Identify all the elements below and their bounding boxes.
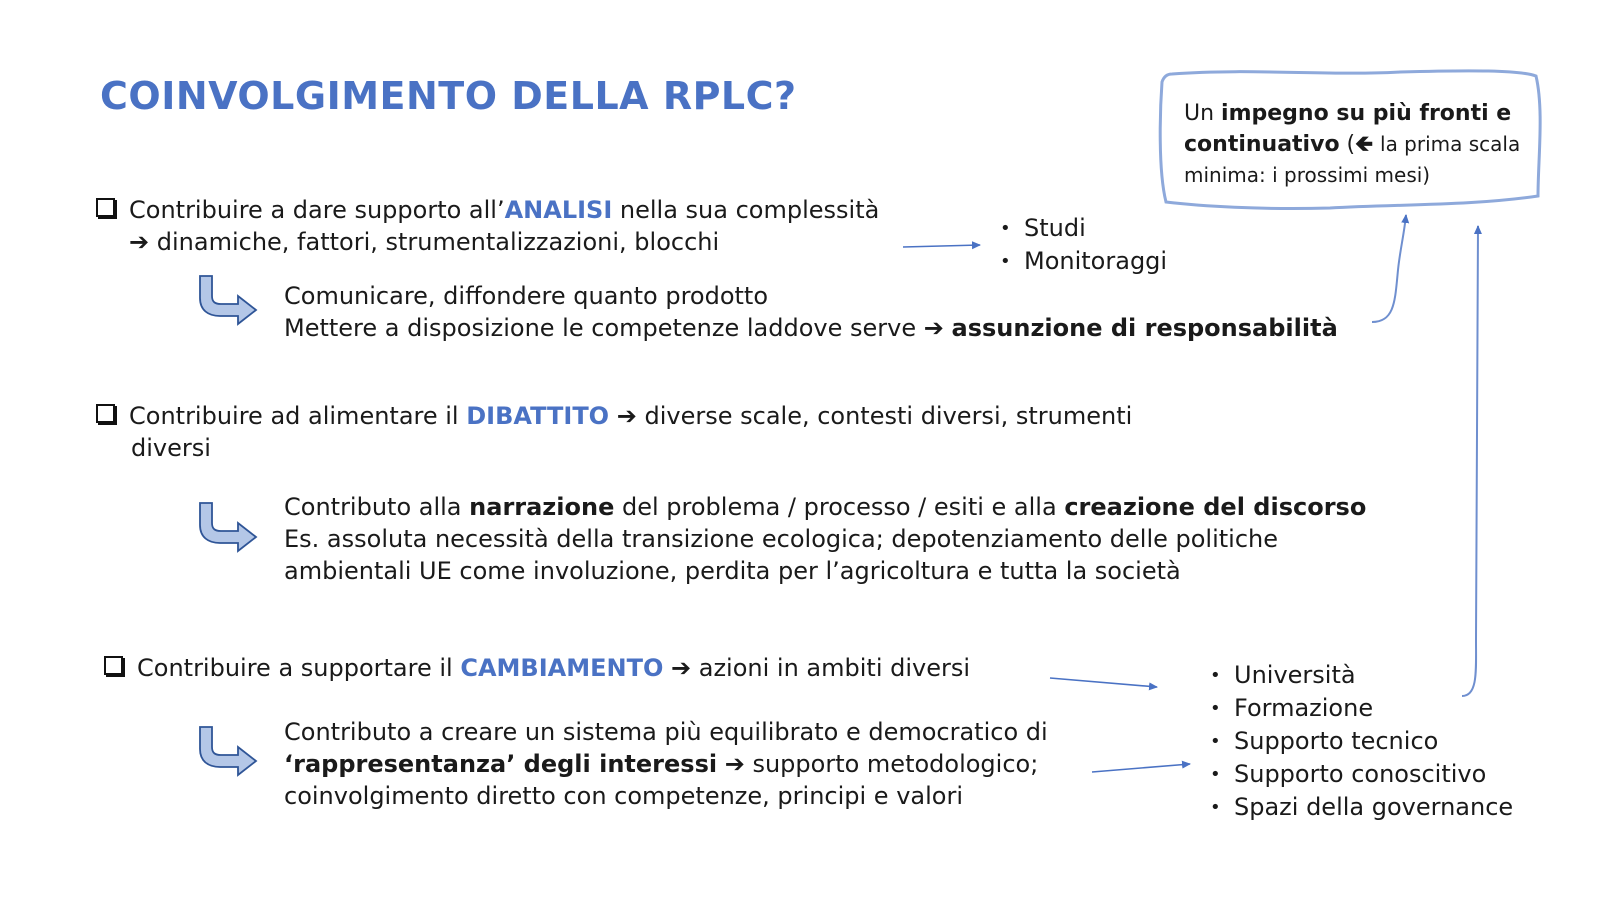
list-item: • Studi — [1000, 212, 1167, 245]
section3-post: azioni in ambiti diversi — [698, 654, 971, 682]
arrow-left-icon: 🡸 — [1355, 132, 1374, 157]
section2-post: diverse scale, contesti diversi, strumenti — [644, 402, 1133, 430]
arrow-analisi-to-studi — [903, 245, 980, 247]
section2-sub-line2: Es. assoluta necessità della transizione ecologica; depotenziamento delle politiche — [284, 525, 1279, 553]
section1-sub — [284, 280, 1338, 344]
section2-sub-bold2: creazione del discorso — [1064, 493, 1367, 521]
arrow-cambiamento-to-list — [1050, 678, 1157, 687]
arrow-responsabilita-to-callout — [1372, 215, 1406, 322]
section2-sub-pre: Contributo alla — [284, 493, 470, 521]
section2-sub-bold1: narrazione — [469, 493, 615, 521]
section2-sub-mid: del problema / processo / esiti e alla — [614, 493, 1065, 521]
section1-sub-line2: Mettere a disposizione le competenze laddove serve — [284, 314, 917, 342]
list-studi — [1000, 212, 1167, 278]
section2-sub — [284, 491, 1366, 587]
callout-small: la prima scala minima: i prossimi mesi) — [1184, 132, 1521, 187]
list-item: • Supporto conoscitivo — [1210, 758, 1513, 791]
list-ambiti — [1210, 659, 1513, 824]
arrow-right-icon: ➔ — [129, 228, 150, 256]
arrow-supporto-to-list — [1092, 764, 1190, 772]
arrow-right-icon: ➔ — [671, 654, 692, 682]
bent-arrow-icon — [200, 727, 256, 775]
section3-sub-line3: coinvolgimento diretto con competenze, principi e valori — [284, 782, 963, 810]
checkbox-bullet-icon — [104, 656, 123, 675]
section-dibattito — [96, 400, 1132, 464]
callout-bold: impegno su più fronti e continuativo — [1184, 101, 1512, 157]
section1-pre: Contribuire a dare supporto all’ — [129, 196, 505, 224]
section1-sub-bold: assunzione di responsabilità — [951, 314, 1338, 342]
list-item: • Formazione — [1210, 692, 1513, 725]
section1-sub-line1: Comunicare, diffondere quanto prodotto — [284, 282, 769, 310]
keyword-cambiamento: CAMBIAMENTO — [460, 654, 664, 682]
arrow-list-to-callout — [1462, 226, 1478, 696]
arrow-right-icon: ➔ — [616, 402, 637, 430]
section3-sub-line1: Contributo a creare un sistema più equilibrato e democratico di — [284, 718, 1048, 746]
list-item: • Supporto tecnico — [1210, 725, 1513, 758]
section3-sub — [284, 716, 1048, 812]
page-title: COINVOLGIMENTO DELLA RPLC? — [100, 74, 797, 118]
list-item: • Università — [1210, 659, 1513, 692]
section3-sub-bold: ‘rappresentanza’ degli interessi — [284, 750, 718, 778]
callout-pre: Un — [1184, 101, 1222, 126]
checkbox-bullet-icon — [96, 404, 115, 423]
arrow-right-icon: ➔ — [923, 314, 944, 342]
keyword-analisi: ANALISI — [504, 196, 613, 224]
section-analisi — [96, 194, 879, 258]
callout-box — [1184, 98, 1534, 191]
section2-sub-line3: ambientali UE come involuzione, perdita per l’agricoltura e tutta la società — [284, 557, 1181, 585]
arrow-right-icon: ➔ — [724, 750, 745, 778]
section3-sub-post: supporto metodologico; — [752, 750, 1039, 778]
callout-paren: ( — [1339, 132, 1356, 157]
list-item: • Monitoraggi — [1000, 245, 1167, 278]
list-item: • Spazi della governance — [1210, 791, 1513, 824]
section1-line2: dinamiche, fattori, strumentalizzazioni, blocchi — [156, 228, 720, 256]
checkbox-bullet-icon — [96, 198, 115, 217]
bent-arrow-icon — [200, 503, 256, 551]
section2-pre: Contribuire ad alimentare il — [129, 402, 467, 430]
section2-line2: diversi — [131, 434, 211, 462]
section3-pre: Contribuire a supportare il — [137, 654, 461, 682]
section-cambiamento — [104, 652, 970, 684]
keyword-dibattito: DIBATTITO — [466, 402, 610, 430]
section1-post: nella sua complessità — [612, 196, 880, 224]
bent-arrow-icon — [200, 276, 256, 324]
